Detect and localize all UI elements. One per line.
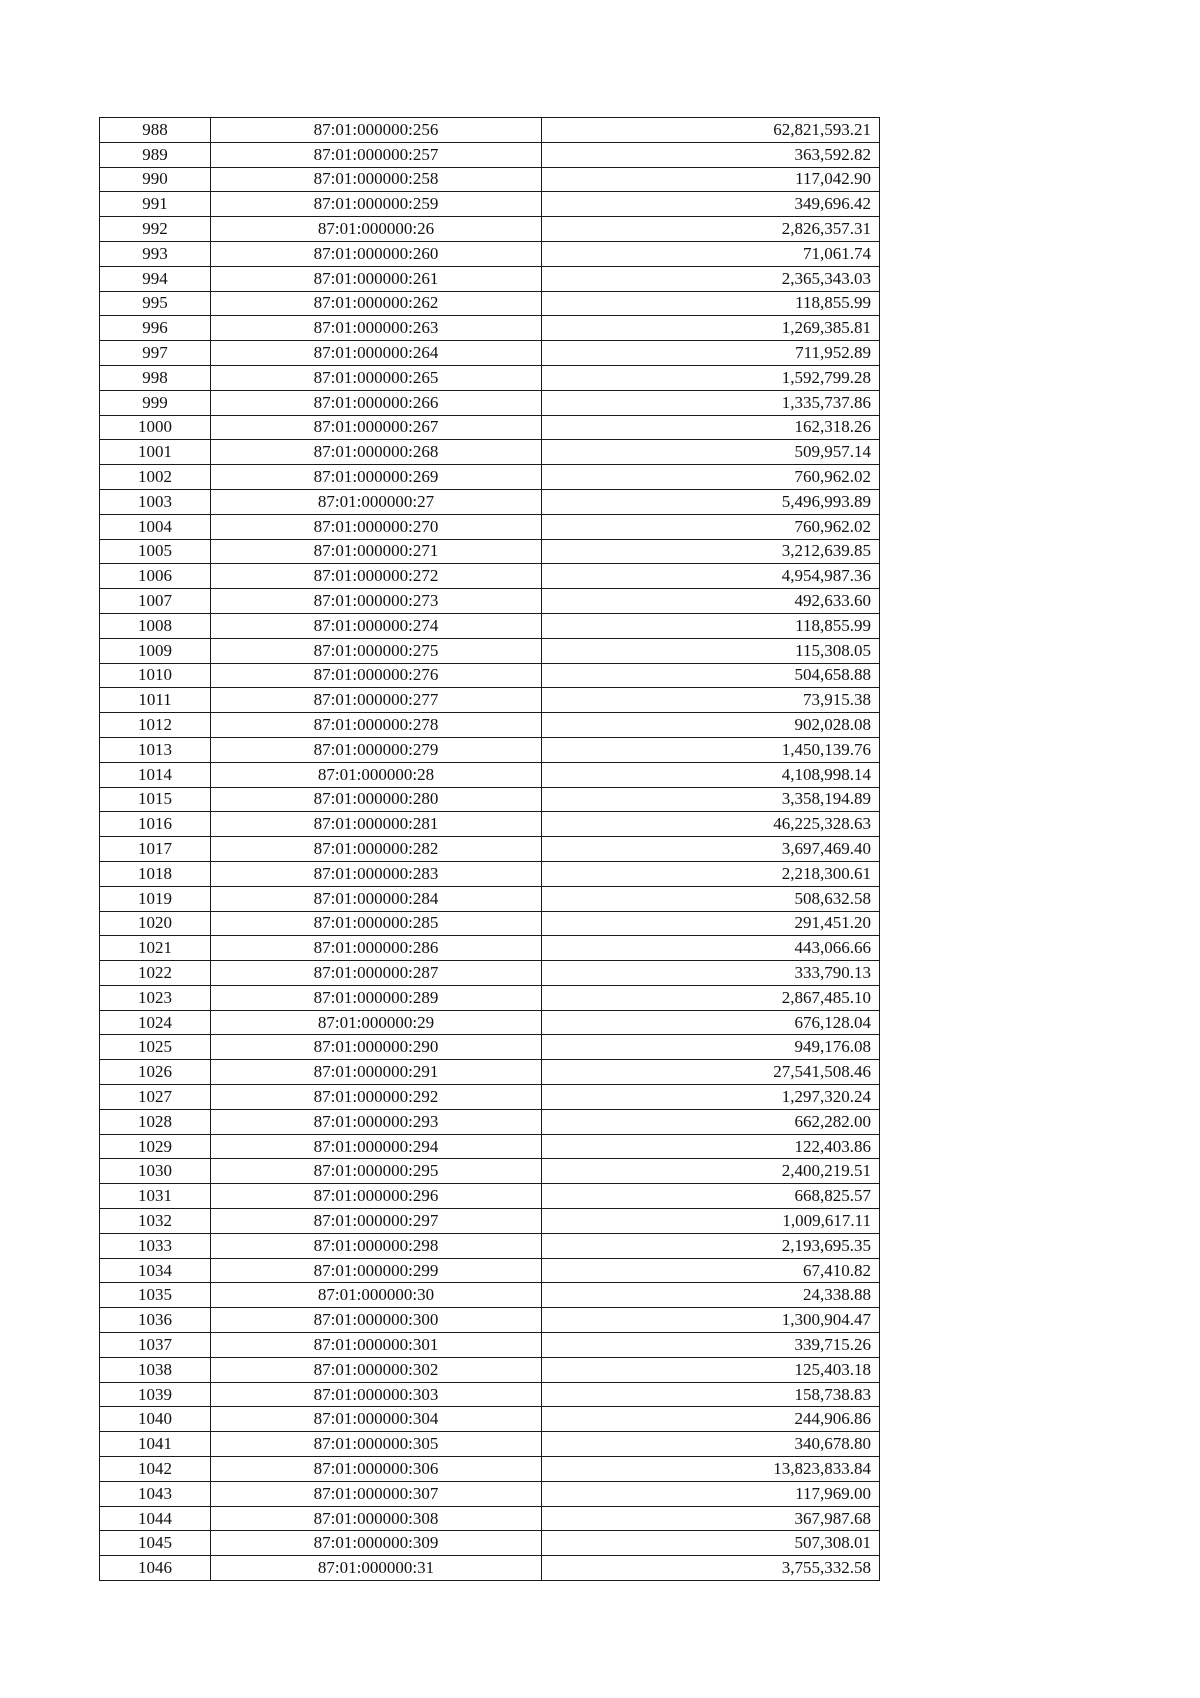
value-cell: 1,592,799.28 [542, 365, 880, 390]
table-row [100, 1357, 880, 1382]
table-row [100, 812, 880, 837]
table-row [100, 118, 880, 143]
row-number-cell: 1019 [100, 886, 211, 911]
row-number-cell: 992 [100, 217, 211, 242]
table-row [100, 911, 880, 936]
row-number-cell: 1044 [100, 1506, 211, 1531]
cadastral-number-cell: 87:01:000000:272 [211, 564, 542, 589]
table-row [100, 365, 880, 390]
value-cell: 71,061.74 [542, 241, 880, 266]
value-cell: 760,962.02 [542, 514, 880, 539]
table-row [100, 564, 880, 589]
table-row [100, 1556, 880, 1581]
value-cell: 508,632.58 [542, 886, 880, 911]
row-number-cell: 1036 [100, 1308, 211, 1333]
table-row [100, 787, 880, 812]
value-cell: 507,308.01 [542, 1531, 880, 1556]
value-cell: 504,658.88 [542, 663, 880, 688]
cadastral-number-cell: 87:01:000000:28 [211, 762, 542, 787]
table-row [100, 341, 880, 366]
cadastral-number-cell: 87:01:000000:27 [211, 489, 542, 514]
cadastral-number-cell: 87:01:000000:306 [211, 1457, 542, 1482]
table-row [100, 1506, 880, 1531]
cadastral-number-cell: 87:01:000000:285 [211, 911, 542, 936]
cadastral-number-cell: 87:01:000000:300 [211, 1308, 542, 1333]
cadastral-number-cell: 87:01:000000:269 [211, 465, 542, 490]
value-cell: 760,962.02 [542, 465, 880, 490]
table-row [100, 1481, 880, 1506]
cadastral-number-cell: 87:01:000000:262 [211, 291, 542, 316]
table-row [100, 514, 880, 539]
value-cell: 662,282.00 [542, 1109, 880, 1134]
row-number-cell: 1046 [100, 1556, 211, 1581]
row-number-cell: 1024 [100, 1010, 211, 1035]
row-number-cell: 1016 [100, 812, 211, 837]
cadastral-number-cell: 87:01:000000:296 [211, 1184, 542, 1209]
cadastral-number-cell: 87:01:000000:309 [211, 1531, 542, 1556]
row-number-cell: 1017 [100, 837, 211, 862]
value-cell: 125,403.18 [542, 1357, 880, 1382]
table-row [100, 1258, 880, 1283]
value-cell: 367,987.68 [542, 1506, 880, 1531]
table-body [100, 118, 880, 1581]
cadastral-number-cell: 87:01:000000:31 [211, 1556, 542, 1581]
value-cell: 13,823,833.84 [542, 1457, 880, 1482]
value-cell: 118,855.99 [542, 613, 880, 638]
row-number-cell: 1004 [100, 514, 211, 539]
table-row [100, 1060, 880, 1085]
table-row [100, 291, 880, 316]
row-number-cell: 1034 [100, 1258, 211, 1283]
row-number-cell: 988 [100, 118, 211, 143]
value-cell: 158,738.83 [542, 1382, 880, 1407]
cadastral-number-cell: 87:01:000000:287 [211, 961, 542, 986]
value-cell: 115,308.05 [542, 638, 880, 663]
table-row [100, 1308, 880, 1333]
value-cell: 62,821,593.21 [542, 118, 880, 143]
cadastral-number-cell: 87:01:000000:298 [211, 1233, 542, 1258]
row-number-cell: 995 [100, 291, 211, 316]
cadastral-number-cell: 87:01:000000:303 [211, 1382, 542, 1407]
table-row [100, 1035, 880, 1060]
value-cell: 949,176.08 [542, 1035, 880, 1060]
cadastral-number-cell: 87:01:000000:305 [211, 1432, 542, 1457]
row-number-cell: 996 [100, 316, 211, 341]
value-cell: 668,825.57 [542, 1184, 880, 1209]
cadastral-number-cell: 87:01:000000:30 [211, 1283, 542, 1308]
table-row [100, 762, 880, 787]
cadastral-number-cell: 87:01:000000:304 [211, 1407, 542, 1432]
cadastral-number-cell: 87:01:000000:299 [211, 1258, 542, 1283]
value-cell: 492,633.60 [542, 589, 880, 614]
row-number-cell: 997 [100, 341, 211, 366]
row-number-cell: 1002 [100, 465, 211, 490]
value-cell: 73,915.38 [542, 688, 880, 713]
row-number-cell: 990 [100, 167, 211, 192]
cadastral-number-cell: 87:01:000000:284 [211, 886, 542, 911]
cadastral-number-cell: 87:01:000000:276 [211, 663, 542, 688]
value-cell: 118,855.99 [542, 291, 880, 316]
row-number-cell: 1003 [100, 489, 211, 514]
value-cell: 117,042.90 [542, 167, 880, 192]
row-number-cell: 1042 [100, 1457, 211, 1482]
table-row [100, 1407, 880, 1432]
table-row [100, 390, 880, 415]
table-row [100, 1333, 880, 1358]
cadastral-number-cell: 87:01:000000:271 [211, 539, 542, 564]
cadastral-number-cell: 87:01:000000:26 [211, 217, 542, 242]
value-cell: 4,108,998.14 [542, 762, 880, 787]
row-number-cell: 1014 [100, 762, 211, 787]
row-number-cell: 1015 [100, 787, 211, 812]
row-number-cell: 1009 [100, 638, 211, 663]
row-number-cell: 1028 [100, 1109, 211, 1134]
value-cell: 5,496,993.89 [542, 489, 880, 514]
table-row [100, 861, 880, 886]
table-row [100, 737, 880, 762]
table-row [100, 192, 880, 217]
cadastral-number-cell: 87:01:000000:264 [211, 341, 542, 366]
cadastral-number-cell: 87:01:000000:294 [211, 1134, 542, 1159]
row-number-cell: 1008 [100, 613, 211, 638]
value-cell: 3,212,639.85 [542, 539, 880, 564]
cadastral-number-cell: 87:01:000000:291 [211, 1060, 542, 1085]
row-number-cell: 1029 [100, 1134, 211, 1159]
cadastral-number-cell: 87:01:000000:29 [211, 1010, 542, 1035]
cadastral-number-cell: 87:01:000000:265 [211, 365, 542, 390]
row-number-cell: 1010 [100, 663, 211, 688]
cadastral-number-cell: 87:01:000000:292 [211, 1085, 542, 1110]
table-row [100, 1531, 880, 1556]
value-cell: 676,128.04 [542, 1010, 880, 1035]
cadastral-number-cell: 87:01:000000:297 [211, 1209, 542, 1234]
table-row [100, 1382, 880, 1407]
row-number-cell: 1001 [100, 440, 211, 465]
row-number-cell: 1031 [100, 1184, 211, 1209]
table-row [100, 613, 880, 638]
value-cell: 2,400,219.51 [542, 1159, 880, 1184]
table-row [100, 415, 880, 440]
table-row [100, 961, 880, 986]
row-number-cell: 1007 [100, 589, 211, 614]
value-cell: 1,297,320.24 [542, 1085, 880, 1110]
row-number-cell: 1030 [100, 1159, 211, 1184]
table-row [100, 688, 880, 713]
value-cell: 333,790.13 [542, 961, 880, 986]
table-row [100, 985, 880, 1010]
cadastral-number-cell: 87:01:000000:261 [211, 266, 542, 291]
cadastral-number-cell: 87:01:000000:267 [211, 415, 542, 440]
value-cell: 291,451.20 [542, 911, 880, 936]
value-cell: 46,225,328.63 [542, 812, 880, 837]
value-cell: 2,218,300.61 [542, 861, 880, 886]
table-row [100, 1283, 880, 1308]
row-number-cell: 1026 [100, 1060, 211, 1085]
table-row [100, 266, 880, 291]
row-number-cell: 1043 [100, 1481, 211, 1506]
row-number-cell: 1021 [100, 936, 211, 961]
table-row [100, 142, 880, 167]
cadastral-number-cell: 87:01:000000:302 [211, 1357, 542, 1382]
cadastral-number-cell: 87:01:000000:266 [211, 390, 542, 415]
cadastral-values-table [99, 117, 880, 1581]
value-cell: 509,957.14 [542, 440, 880, 465]
table-row [100, 241, 880, 266]
value-cell: 2,193,695.35 [542, 1233, 880, 1258]
value-cell: 1,335,737.86 [542, 390, 880, 415]
row-number-cell: 1020 [100, 911, 211, 936]
cadastral-number-cell: 87:01:000000:307 [211, 1481, 542, 1506]
value-cell: 2,867,485.10 [542, 985, 880, 1010]
table-row [100, 936, 880, 961]
row-number-cell: 1041 [100, 1432, 211, 1457]
table-row [100, 1233, 880, 1258]
cadastral-number-cell: 87:01:000000:290 [211, 1035, 542, 1060]
table-row [100, 489, 880, 514]
row-number-cell: 993 [100, 241, 211, 266]
cadastral-number-cell: 87:01:000000:293 [211, 1109, 542, 1134]
value-cell: 1,300,904.47 [542, 1308, 880, 1333]
row-number-cell: 1018 [100, 861, 211, 886]
cadastral-number-cell: 87:01:000000:289 [211, 985, 542, 1010]
table-row [100, 886, 880, 911]
row-number-cell: 998 [100, 365, 211, 390]
table-row [100, 1457, 880, 1482]
cadastral-number-cell: 87:01:000000:275 [211, 638, 542, 663]
value-cell: 244,906.86 [542, 1407, 880, 1432]
table-row [100, 1109, 880, 1134]
cadastral-number-cell: 87:01:000000:280 [211, 787, 542, 812]
table-row [100, 663, 880, 688]
table-row [100, 316, 880, 341]
row-number-cell: 1039 [100, 1382, 211, 1407]
row-number-cell: 1045 [100, 1531, 211, 1556]
cadastral-number-cell: 87:01:000000:274 [211, 613, 542, 638]
value-cell: 27,541,508.46 [542, 1060, 880, 1085]
value-cell: 1,269,385.81 [542, 316, 880, 341]
row-number-cell: 999 [100, 390, 211, 415]
table-row [100, 589, 880, 614]
value-cell: 3,755,332.58 [542, 1556, 880, 1581]
row-number-cell: 1011 [100, 688, 211, 713]
row-number-cell: 1027 [100, 1085, 211, 1110]
table-row [100, 440, 880, 465]
row-number-cell: 1012 [100, 713, 211, 738]
table-row [100, 638, 880, 663]
row-number-cell: 989 [100, 142, 211, 167]
table-row [100, 1159, 880, 1184]
cadastral-number-cell: 87:01:000000:257 [211, 142, 542, 167]
value-cell: 711,952.89 [542, 341, 880, 366]
cadastral-number-cell: 87:01:000000:263 [211, 316, 542, 341]
table-row [100, 1134, 880, 1159]
row-number-cell: 1037 [100, 1333, 211, 1358]
value-cell: 443,066.66 [542, 936, 880, 961]
cadastral-number-cell: 87:01:000000:279 [211, 737, 542, 762]
value-cell: 162,318.26 [542, 415, 880, 440]
table-row [100, 539, 880, 564]
table-row [100, 1184, 880, 1209]
table-row [100, 1010, 880, 1035]
row-number-cell: 991 [100, 192, 211, 217]
cadastral-number-cell: 87:01:000000:270 [211, 514, 542, 539]
value-cell: 117,969.00 [542, 1481, 880, 1506]
table-row [100, 217, 880, 242]
table-row [100, 167, 880, 192]
value-cell: 902,028.08 [542, 713, 880, 738]
row-number-cell: 1000 [100, 415, 211, 440]
row-number-cell: 1005 [100, 539, 211, 564]
cadastral-number-cell: 87:01:000000:256 [211, 118, 542, 143]
table-row [100, 1432, 880, 1457]
table-row [100, 1209, 880, 1234]
row-number-cell: 1022 [100, 961, 211, 986]
row-number-cell: 1038 [100, 1357, 211, 1382]
cadastral-number-cell: 87:01:000000:283 [211, 861, 542, 886]
row-number-cell: 1013 [100, 737, 211, 762]
row-number-cell: 1035 [100, 1283, 211, 1308]
value-cell: 4,954,987.36 [542, 564, 880, 589]
row-number-cell: 1006 [100, 564, 211, 589]
value-cell: 122,403.86 [542, 1134, 880, 1159]
cadastral-number-cell: 87:01:000000:268 [211, 440, 542, 465]
row-number-cell: 994 [100, 266, 211, 291]
cadastral-number-cell: 87:01:000000:295 [211, 1159, 542, 1184]
cadastral-number-cell: 87:01:000000:273 [211, 589, 542, 614]
cadastral-number-cell: 87:01:000000:308 [211, 1506, 542, 1531]
cadastral-number-cell: 87:01:000000:278 [211, 713, 542, 738]
cadastral-number-cell: 87:01:000000:286 [211, 936, 542, 961]
table-row [100, 837, 880, 862]
table-row [100, 465, 880, 490]
cadastral-number-cell: 87:01:000000:282 [211, 837, 542, 862]
table-row [100, 1085, 880, 1110]
value-cell: 1,450,139.76 [542, 737, 880, 762]
value-cell: 339,715.26 [542, 1333, 880, 1358]
value-cell: 2,365,343.03 [542, 266, 880, 291]
cadastral-number-cell: 87:01:000000:281 [211, 812, 542, 837]
cadastral-number-cell: 87:01:000000:301 [211, 1333, 542, 1358]
cadastral-number-cell: 87:01:000000:277 [211, 688, 542, 713]
row-number-cell: 1032 [100, 1209, 211, 1234]
cadastral-number-cell: 87:01:000000:259 [211, 192, 542, 217]
cadastral-number-cell: 87:01:000000:258 [211, 167, 542, 192]
row-number-cell: 1040 [100, 1407, 211, 1432]
value-cell: 340,678.80 [542, 1432, 880, 1457]
value-cell: 363,592.82 [542, 142, 880, 167]
cadastral-number-cell: 87:01:000000:260 [211, 241, 542, 266]
row-number-cell: 1033 [100, 1233, 211, 1258]
row-number-cell: 1025 [100, 1035, 211, 1060]
value-cell: 2,826,357.31 [542, 217, 880, 242]
value-cell: 3,358,194.89 [542, 787, 880, 812]
value-cell: 24,338.88 [542, 1283, 880, 1308]
table-row [100, 713, 880, 738]
value-cell: 67,410.82 [542, 1258, 880, 1283]
value-cell: 349,696.42 [542, 192, 880, 217]
value-cell: 1,009,617.11 [542, 1209, 880, 1234]
value-cell: 3,697,469.40 [542, 837, 880, 862]
row-number-cell: 1023 [100, 985, 211, 1010]
